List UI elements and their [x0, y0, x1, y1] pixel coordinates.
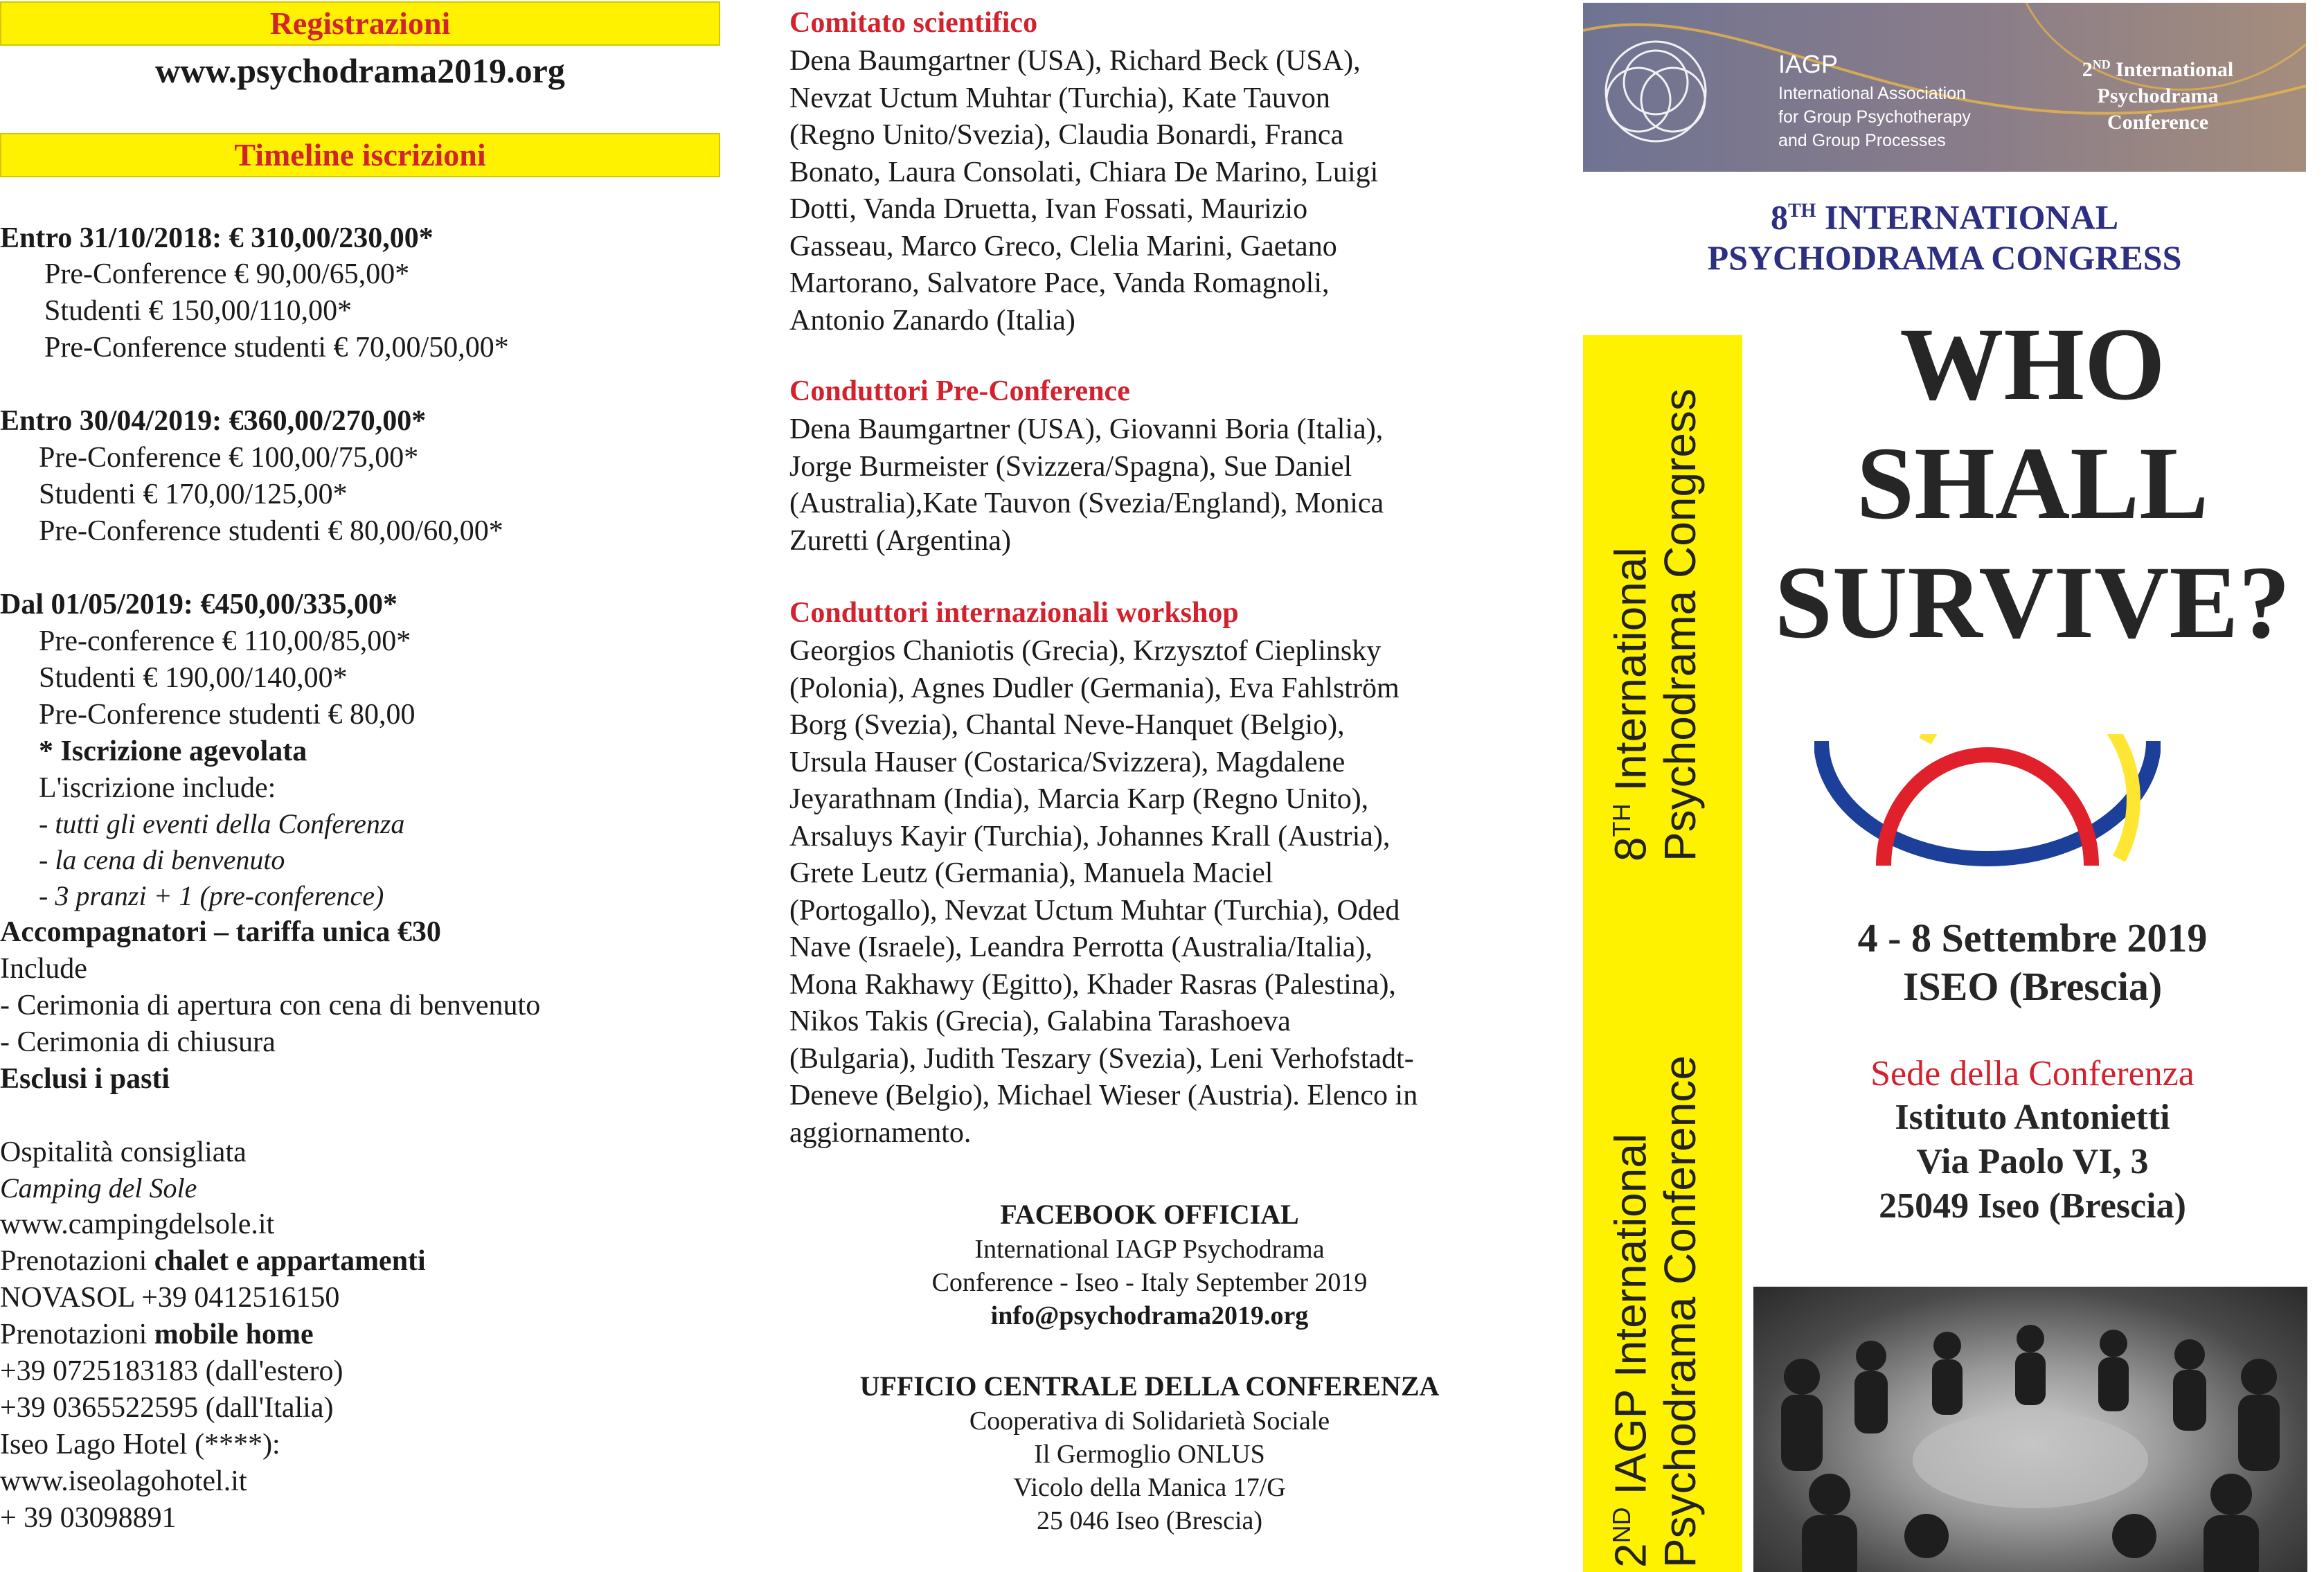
venue-line: Via Paolo VI, 3 — [1916, 1142, 2149, 1181]
tier1-line: Studenti € 150,00/110,00* — [44, 295, 352, 327]
committee-heading: Comitato scientifico — [789, 7, 1038, 39]
office-heading: UFFICIO CENTRALE DELLA CONFERENZA — [859, 1370, 1440, 1402]
tier1-heading: Entro 31/10/2018: € 310,00/230,00* — [0, 222, 433, 254]
vert-number: 2 — [1605, 1543, 1656, 1568]
registrations-header: Registrazioni — [0, 1, 720, 46]
vertical-banner — [1583, 335, 1742, 1572]
companions-heading: Accompagnatori – tariffa unica €30 — [0, 916, 441, 948]
vertical-conference-text — [1597, 1055, 1705, 1568]
timeline-header: Timeline iscrizioni — [0, 133, 720, 177]
conf-line: Conference — [2107, 111, 2209, 134]
conference-badge — [2033, 51, 2282, 136]
tier2-line: Pre-Conference € 100,00/75,00* — [39, 442, 419, 474]
text-line: Antonio Zanardo (Italia) — [789, 304, 1075, 337]
text-line: Zuretti (Argentina) — [789, 524, 1011, 557]
facebook-heading: FACEBOOK OFFICIAL — [1000, 1199, 1299, 1230]
text-line: Grete Leutz (Germania), Manuela Maciel — [789, 857, 1273, 889]
tier2-heading: Entro 30/04/2019: €360,00/270,00* — [0, 405, 427, 437]
text-line: Dotti, Vanda Druetta, Ivan Fossati, Maurizio — [789, 193, 1308, 225]
text-line: (Bulgaria), Judith Teszary (Svezia), Leni Verhofstadt- — [789, 1042, 1414, 1075]
dates-line: 4 - 8 Settembre 2019 — [1857, 915, 2208, 961]
tier1-line: Pre-Conference studenti € 70,00/50,00* — [44, 332, 509, 364]
venue-line: 25049 Iseo (Brescia) — [1879, 1186, 2186, 1226]
iagp-short: IAGP — [1778, 50, 1839, 78]
title-line: SHALL — [1856, 426, 2209, 541]
title-line: SURVIVE? — [1774, 545, 2291, 660]
tier3-line: Pre-Conference studenti € 80,00 — [39, 699, 415, 731]
text-line: Jorge Burmeister (Svizzera/Spagna), Sue Daniel — [789, 450, 1352, 483]
vert-suffix: TH — [1607, 803, 1636, 837]
text-line: Nevzat Uctum Muhtar (Turchia), Kate Tauvon — [789, 82, 1330, 114]
email-link[interactable]: info@psychodrama2019.org — [990, 1301, 1309, 1330]
conf-suffix: ND — [2092, 57, 2111, 71]
conf-line: Psychodrama — [2097, 84, 2219, 107]
congress-number: 8 — [1770, 197, 1788, 237]
text-line: Gasseau, Marco Greco, Clelia Marini, Gaetano — [789, 230, 1337, 262]
phone-italy: +39 0365522595 (dall'Italia) — [0, 1392, 334, 1424]
companions-include: Include — [0, 953, 87, 985]
conf-number: 2 — [2082, 58, 2093, 81]
text-line: Nave (Israele), Leandra Perrotta (Australia/Italia), — [789, 931, 1373, 963]
text-line: Borg (Svezia), Chantal Neve-Hanquet (Belgio), — [789, 709, 1345, 741]
companions-item: - Cerimonia di chiusura — [0, 1026, 276, 1058]
people-column — [789, 0, 1510, 1572]
text-line: Nikos Takis (Grecia), Galabina Tarashoeva — [789, 1006, 1291, 1037]
congress-suffix: TH — [1787, 200, 1816, 222]
tier3-heading: Dal 01/05/2019: €450,00/335,00* — [0, 589, 397, 620]
text-line: (Australia),Kate Tauvon (Svezia/England), Monica — [789, 488, 1384, 519]
facebook-line: International IAGP Psychodrama — [974, 1235, 1325, 1264]
facebook-line: Conference - Iseo - Italy September 2019 — [931, 1268, 1368, 1297]
vert-line: International — [1605, 547, 1656, 804]
venue-address — [1759, 1096, 2306, 1229]
booking-type: chalet e appartamenti — [154, 1245, 426, 1277]
tier3-line: Pre-conference € 110,00/85,00* — [39, 625, 411, 657]
includes-item: - 3 pranzi + 1 (pre-conference) — [39, 880, 384, 911]
website-link[interactable]: www.psychodrama2019.org — [155, 51, 565, 90]
includes-item: - tutti gli eventi della Conferenza — [39, 808, 405, 839]
vert-line: IAGP International — [1605, 1133, 1656, 1508]
booking-prefix: Prenotazioni — [0, 1245, 154, 1277]
office-line: 25 046 Iseo (Brescia) — [1036, 1506, 1263, 1535]
venue-label: Sede della Conferenza — [1870, 1054, 2195, 1093]
text-line: Martorano, Salvatore Pace, Vanda Romagnoli, — [789, 267, 1330, 299]
novasol-phone: NOVASOL +39 0412516150 — [0, 1282, 340, 1314]
text-line: Bonato, Laura Consolati, Chiara De Marino, Luigi — [789, 156, 1379, 188]
booking-prefix: Prenotazioni — [0, 1319, 154, 1350]
vert-suffix: ND — [1607, 1507, 1636, 1544]
text-line: Jeyarathnam (India), Marcia Karp (Regno Unito), — [789, 783, 1369, 815]
committee-text — [789, 43, 1503, 339]
text-line: (Polonia), Agnes Dudler (Germania), Eva Fahlström — [789, 672, 1400, 704]
congress-line: PSYCHODRAMA CONGRESS — [1707, 238, 2182, 277]
venue-line: Istituto Antonietti — [1895, 1098, 2170, 1137]
conf-line: International — [2110, 58, 2234, 81]
tier1-line: Pre-Conference € 90,00/65,00* — [44, 258, 410, 290]
group-photo-image — [1753, 1287, 2307, 1572]
preconf-text — [789, 411, 1503, 560]
hospitality-label: Ospitalità consigliata — [0, 1136, 247, 1168]
tier3-line: Studenti € 190,00/140,00* — [39, 662, 348, 694]
text-line: Dena Baumgartner (USA), Giovanni Boria (Italia), — [789, 413, 1384, 445]
tier2-line: Pre-Conference studenti € 80,00/60,00* — [39, 515, 503, 547]
iagp-full-name — [1778, 82, 1971, 152]
office-line: Cooperativa di Solidarietà Sociale — [969, 1406, 1330, 1436]
text-line: Dena Baumgartner (USA), Richard Beck (USA), — [789, 45, 1361, 77]
vertical-congress-text — [1597, 388, 1705, 861]
org-line: for Group Psychotherapy — [1778, 107, 1971, 127]
companions-item: - Cerimonia di apertura con cena di benvenuto — [0, 990, 541, 1021]
text-line: Deneve (Belgio), Michael Wieser (Austria). Elenco in — [789, 1080, 1418, 1111]
text-line: Mona Rakhawy (Egitto), Khader Rasras (Palestina), — [789, 968, 1396, 1001]
text-line: Ursula Hauser (Costarica/Svizzera), Magdalene — [789, 746, 1346, 778]
workshop-heading: Conduttori internazionali workshop — [789, 597, 1239, 629]
preconf-heading: Conduttori Pre-Conference — [789, 375, 1130, 407]
vert-number: 8 — [1605, 837, 1656, 861]
org-line: and Group Processes — [1778, 131, 1946, 150]
main-title — [1759, 305, 2306, 662]
text-line: (Portogallo), Nevzat Uctum Muhtar (Turchia), Oded — [789, 894, 1400, 927]
text-line: aggiornamento. — [789, 1116, 972, 1149]
text-line: (Regno Unito/Svezia), Claudia Bonardi, Franca — [789, 119, 1344, 151]
tier2-line: Studenti € 170,00/125,00* — [39, 479, 348, 510]
congress-logo-icon — [1814, 734, 2161, 873]
text-line: Georgios Chaniotis (Grecia), Krzysztof Cieplinsky — [789, 635, 1382, 667]
camping-url[interactable]: www.campingdelsole.it — [0, 1208, 275, 1240]
workshop-text — [789, 633, 1503, 1152]
city-line: ISEO (Brescia) — [1902, 964, 2163, 1009]
org-line: International Association — [1778, 84, 1967, 103]
booking-type: mobile home — [154, 1319, 314, 1350]
camping-name: Camping del Sole — [0, 1172, 197, 1204]
group-photo — [1753, 1287, 2307, 1572]
hotel-name: Iseo Lago Hotel (****): — [0, 1429, 280, 1461]
phone-abroad: +39 0725183183 (dall'estero) — [0, 1355, 343, 1387]
congress-title — [1583, 191, 2306, 278]
registration-column — [0, 0, 734, 1572]
includes-item: - la cena di benvenuto — [39, 844, 285, 875]
text-line: Arsaluys Kayir (Turchia), Johannes Krall (Austria), — [789, 820, 1391, 852]
title-line: WHO — [1900, 307, 2165, 422]
office-line: Vicolo della Manica 17/G — [1013, 1473, 1286, 1502]
booking-mobile-home — [0, 1316, 314, 1352]
vert-line: Psychodrama Conference — [1655, 1055, 1706, 1568]
includes-label: L'iscrizione include: — [39, 772, 276, 804]
office-line: Il Germoglio ONLUS — [1034, 1440, 1265, 1469]
congress-line: INTERNATIONAL — [1816, 197, 2119, 237]
companions-excluded: Esclusi i pasti — [0, 1063, 170, 1095]
booking-chalet — [0, 1243, 426, 1279]
discount-note: * Iscrizione agevolata — [39, 735, 307, 767]
iagp-banner — [1583, 3, 2306, 172]
hotel-phone: + 39 03098891 — [0, 1502, 177, 1534]
event-dates — [1759, 914, 2306, 1011]
hotel-url[interactable]: www.iseolagohotel.it — [0, 1465, 247, 1497]
vert-line: Psychodrama Congress — [1655, 388, 1706, 861]
